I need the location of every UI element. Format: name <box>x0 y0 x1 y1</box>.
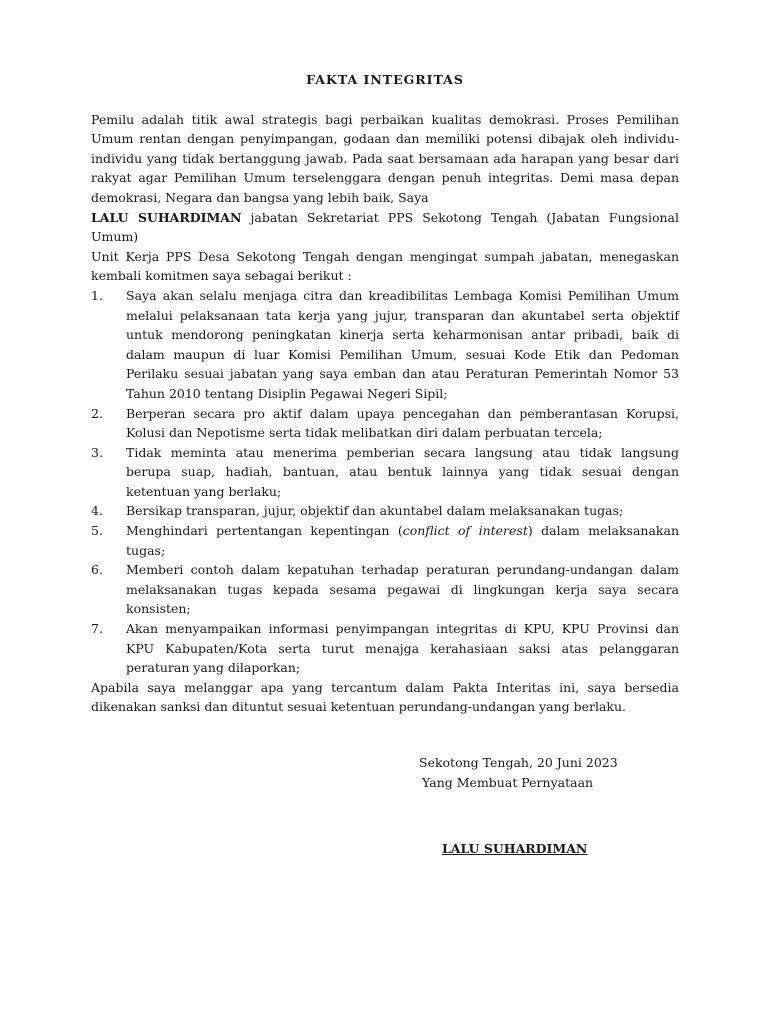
list-item <box>91 521 679 560</box>
item-number: 5. <box>91 523 103 539</box>
declarant-position: jabatan Sekretariat PPS Sekotong Tengah (Jabatan Fungsional Umum) <box>91 209 679 245</box>
list-item <box>91 443 679 502</box>
item-text: Akan menyampaikan informasi penyimpangan integritas di KPU, KPU Provinsi dan KPU Kabupaten/Kota serta turut menajga kerahasiaan saksi atas pelanggaran peraturan yang dilaporkan; <box>126 621 679 676</box>
list-item <box>91 501 679 521</box>
list-item <box>91 560 679 619</box>
document-page <box>91 70 679 859</box>
item-text: Berperan secara pro aktif dalam upaya pencegahan dan pemberantasan Korupsi, Kolusi dan Nepotisme serta tidak melibatkan diri dalam perbuatan tercela; <box>126 405 679 441</box>
closing-paragraph: Apabila saya melanggar apa yang tercantum dalam Pakta Interitas ini, saya bersedia dikenakan sanksi dan dituntut sesuai ketentuan perundang-undangan yang berlaku. <box>91 679 679 715</box>
item-number: 6. <box>91 562 103 578</box>
signer-role: Yang Membuat Pernyataan <box>422 774 594 790</box>
item-number: 2. <box>91 405 103 421</box>
list-item <box>91 404 679 443</box>
document-title: FAKTA INTEGRITAS <box>306 72 464 87</box>
item-text: Tidak meminta atau menerima pemberian secara langsung atau tidak langsung berupa suap, hadiah, bantuan, atau bentuk lainnya yang tidak sesuai dengan ketentuan yang berlaku; <box>126 444 679 499</box>
commitment-list <box>91 286 679 678</box>
item-text: Saya akan selalu menjaga citra dan kreadibilitas Lembaga Komisi Pemilihan Umum melalui pelaksanaan tata kerja yang jujur, transparan dan akuntabel serta objektif untuk mendorong peningkatan kinerja serta keharmonisan antar pribadi, baik di dalam maupun di luar Komisi Pemilihan Umum, sesuai Kode Etik dan Pedoman Perilaku sesuai jabatan yang saya emban dan atau Peraturan Pemerintah Nomor 53 Tahun 2010 tentang Disiplin Pegawai Negeri Sipil; <box>126 287 679 401</box>
intro-text: Pemilu adalah titik awal strategis bagi perbaikan kualitas demokrasi. Proses Pemilihan Umum rentan dengan penyimpangan, godaan dan memiliki potensi dibajak oleh individu-individu yang tidak bertanggung jawab. Pada saat bersamaan ada harapan yang besar dari rakyat agar Pemilihan Umum terselenggara dengan penuh integritas. Demi masa depan demokrasi, Negara dan bangsa yang lebih baik, Saya <box>91 111 679 205</box>
list-item <box>91 286 679 404</box>
signer-name: LALU SUHARDIMAN <box>442 841 588 857</box>
item-number: 3. <box>91 444 103 460</box>
item-text-before: Menghindari pertentangan kepentingan ( <box>126 523 403 539</box>
item-number: 4. <box>91 503 103 519</box>
intro-paragraph <box>91 110 679 247</box>
item-italic-term: conflict of interest <box>402 523 528 539</box>
item-text: Bersikap transparan, jujur, objektif dan akuntabel dalam melaksanakan tugas; <box>126 503 624 519</box>
list-item <box>91 619 679 678</box>
item-text-after: ) dalam melaksanakan tugas; <box>126 523 679 558</box>
item-number: 7. <box>91 621 103 637</box>
declarant-name: LALU SUHARDIMAN <box>91 209 242 225</box>
signature-block <box>419 753 679 792</box>
item-text: Memberi contoh dalam kepatuhan terhadap peraturan perundang-undangan dalam melaksanakan tugas kepada sesama pegawai di lingkungan kerja saya secara konsisten; <box>126 562 679 617</box>
unit-paragraph: Unit Kerja PPS Desa Sekotong Tengah dengan mengingat sumpah jabatan, menegaskan kembali komitmen saya sebagai berikut : <box>91 248 679 284</box>
item-number: 1. <box>91 287 103 303</box>
place-date: Sekotong Tengah, 20 Juni 2023 <box>419 755 618 770</box>
